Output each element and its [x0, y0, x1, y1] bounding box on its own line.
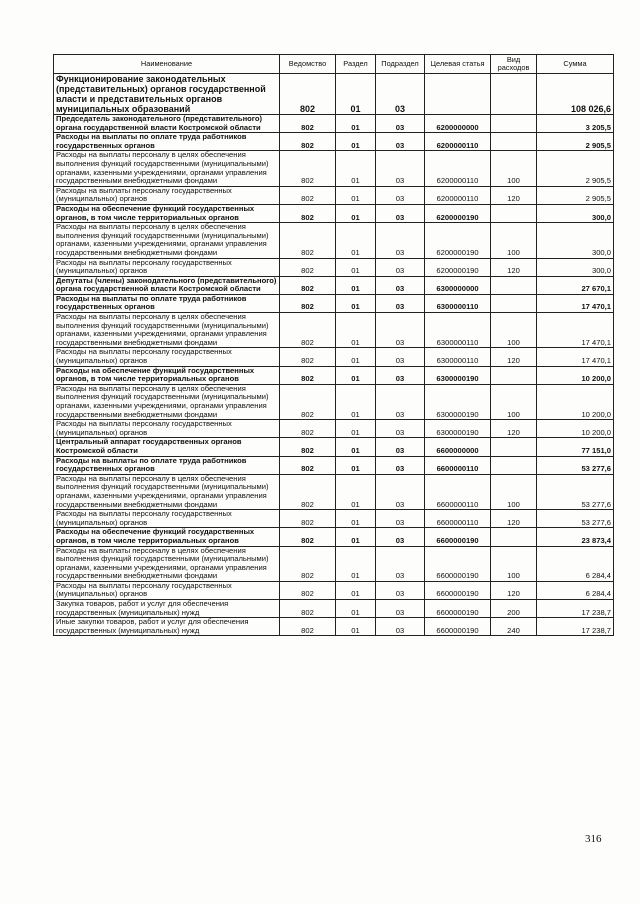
row-summa: 300,0 — [537, 204, 614, 222]
row-name: Расходы на выплаты персоналу государственных (муниципальных) органов — [54, 186, 280, 204]
row-name: Иные закупки товаров, работ и услуг для обеспечения государственных (муниципальных) нужд — [54, 618, 280, 636]
row-name: Расходы на выплаты персоналу в целях обеспечения выполнения функций государственными (муниципальными) органами, казенными учреждениями, органами управления государственными внебюджетными фондами — [54, 313, 280, 348]
row-name: Расходы на обеспечение функций государственных органов, в том числе территориальных органов — [54, 366, 280, 384]
row-razdel: 01 — [336, 133, 376, 151]
row-vedomstvo: 802 — [280, 366, 336, 384]
row-vid-rashodov: 120 — [491, 420, 537, 438]
row-razdel: 01 — [336, 74, 376, 115]
row-summa: 77 151,0 — [537, 438, 614, 456]
table-row — [54, 474, 614, 509]
row-summa: 2 905,5 — [537, 133, 614, 151]
row-podrazdel: 03 — [376, 348, 425, 366]
row-name: Расходы на выплаты персоналу государственных (муниципальных) органов — [54, 581, 280, 599]
row-vedomstvo: 802 — [280, 510, 336, 528]
row-razdel: 01 — [336, 581, 376, 599]
row-podrazdel: 03 — [376, 581, 425, 599]
row-podrazdel: 03 — [376, 618, 425, 636]
row-podrazdel: 03 — [376, 456, 425, 474]
row-name: Центральный аппарат государственных органов Костромской области — [54, 438, 280, 456]
row-name: Депутаты (члены) законодательного (представительного) органа государственной власти Костромской области — [54, 276, 280, 294]
row-razdel: 01 — [336, 258, 376, 276]
row-summa: 6 284,4 — [537, 581, 614, 599]
budget-table — [53, 54, 614, 636]
row-vedomstvo: 802 — [280, 258, 336, 276]
row-name: Расходы на выплаты по оплате труда работников государственных органов — [54, 456, 280, 474]
row-summa: 300,0 — [537, 258, 614, 276]
page-number: 316 — [585, 833, 602, 845]
row-vid-rashodov — [491, 276, 537, 294]
table-row — [54, 438, 614, 456]
row-celevaya-statya: 6200000190 — [425, 204, 491, 222]
row-name: Расходы на обеспечение функций государственных органов, в том числе территориальных органов — [54, 204, 280, 222]
row-vid-rashodov — [491, 115, 537, 133]
table-row — [54, 600, 614, 618]
header-podrazdel: Подраздел — [376, 55, 425, 74]
row-celevaya-statya: 6600000110 — [425, 456, 491, 474]
row-vedomstvo: 802 — [280, 348, 336, 366]
row-razdel: 01 — [336, 294, 376, 312]
row-name: Расходы на выплаты по оплате труда работников государственных органов — [54, 133, 280, 151]
row-vid-rashodov: 120 — [491, 510, 537, 528]
table-row — [54, 581, 614, 599]
row-celevaya-statya: 6600000190 — [425, 618, 491, 636]
row-vid-rashodov: 100 — [491, 474, 537, 509]
row-summa: 17 238,7 — [537, 600, 614, 618]
row-vedomstvo: 802 — [280, 420, 336, 438]
row-name: Расходы на выплаты персоналу в целях обеспечения выполнения функций государственными (муниципальными) органами, казенными учреждениями, органами управления государственными внебюджетными фондами — [54, 384, 280, 419]
row-celevaya-statya: 6200000000 — [425, 115, 491, 133]
table-body — [54, 74, 614, 636]
row-summa: 2 905,5 — [537, 186, 614, 204]
row-razdel: 01 — [336, 276, 376, 294]
row-vedomstvo: 802 — [280, 223, 336, 258]
row-razdel: 01 — [336, 510, 376, 528]
row-razdel: 01 — [336, 438, 376, 456]
row-summa: 17 470,1 — [537, 348, 614, 366]
row-vid-rashodov: 100 — [491, 151, 537, 186]
table-row — [54, 186, 614, 204]
row-summa: 108 026,6 — [537, 74, 614, 115]
row-razdel: 01 — [336, 151, 376, 186]
row-podrazdel: 03 — [376, 528, 425, 546]
row-vedomstvo: 802 — [280, 438, 336, 456]
row-vid-rashodov — [491, 456, 537, 474]
row-name: Расходы на обеспечение функций государственных органов, в том числе территориальных органов — [54, 528, 280, 546]
row-celevaya-statya: 6300000000 — [425, 276, 491, 294]
table-row — [54, 510, 614, 528]
row-name: Расходы на выплаты персоналу в целях обеспечения выполнения функций государственными (муниципальными) органами, казенными учреждениями, органами управления государственными внебюджетными фондами — [54, 151, 280, 186]
table-row — [54, 276, 614, 294]
table-row — [54, 258, 614, 276]
table-row — [54, 294, 614, 312]
row-vedomstvo: 802 — [280, 384, 336, 419]
row-podrazdel: 03 — [376, 366, 425, 384]
row-celevaya-statya: 6600000000 — [425, 438, 491, 456]
row-vedomstvo: 802 — [280, 74, 336, 115]
row-summa: 10 200,0 — [537, 384, 614, 419]
row-celevaya-statya: 6300000110 — [425, 294, 491, 312]
row-name: Председатель законодательного (представительного) органа государственной власти Костромской области — [54, 115, 280, 133]
row-podrazdel: 03 — [376, 600, 425, 618]
table-row — [54, 115, 614, 133]
row-summa: 17 470,1 — [537, 313, 614, 348]
row-name: Расходы на выплаты персоналу в целях обеспечения выполнения функций государственными (муниципальными) органами, казенными учреждениями, органами управления государственными внебюджетными фондами — [54, 474, 280, 509]
row-vid-rashodov: 100 — [491, 223, 537, 258]
row-vid-rashodov: 100 — [491, 313, 537, 348]
row-name: Расходы на выплаты персоналу в целях обеспечения выполнения функций государственными (муниципальными) органами, казенными учреждениями, органами управления государственными внебюджетными фондами — [54, 546, 280, 581]
row-vedomstvo: 802 — [280, 204, 336, 222]
table-row — [54, 133, 614, 151]
row-podrazdel: 03 — [376, 223, 425, 258]
row-podrazdel: 03 — [376, 133, 425, 151]
row-vid-rashodov — [491, 74, 537, 115]
row-celevaya-statya: 6600000190 — [425, 546, 491, 581]
row-name: Расходы на выплаты по оплате труда работников государственных органов — [54, 294, 280, 312]
header-name: Наименование — [54, 55, 280, 74]
row-summa: 17 470,1 — [537, 294, 614, 312]
row-summa: 53 277,6 — [537, 510, 614, 528]
row-name: Закупка товаров, работ и услуг для обеспечения государственных (муниципальных) нужд — [54, 600, 280, 618]
row-summa: 53 277,6 — [537, 474, 614, 509]
row-vid-rashodov: 120 — [491, 186, 537, 204]
row-razdel: 01 — [336, 366, 376, 384]
row-name: Расходы на выплаты персоналу государственных (муниципальных) органов — [54, 348, 280, 366]
row-podrazdel: 03 — [376, 420, 425, 438]
row-razdel: 01 — [336, 546, 376, 581]
header-vedomstvo: Ведомство — [280, 55, 336, 74]
row-celevaya-statya: 6600000190 — [425, 581, 491, 599]
row-summa: 2 905,5 — [537, 151, 614, 186]
row-vid-rashodov: 120 — [491, 258, 537, 276]
row-vedomstvo: 802 — [280, 456, 336, 474]
row-celevaya-statya: 6200000190 — [425, 223, 491, 258]
row-celevaya-statya: 6600000110 — [425, 474, 491, 509]
row-celevaya-statya: 6200000110 — [425, 133, 491, 151]
row-razdel: 01 — [336, 618, 376, 636]
row-podrazdel: 03 — [376, 276, 425, 294]
row-summa: 53 277,6 — [537, 456, 614, 474]
row-vedomstvo: 802 — [280, 151, 336, 186]
row-summa: 10 200,0 — [537, 366, 614, 384]
header-celevaya-statya: Целевая статья — [425, 55, 491, 74]
row-vedomstvo: 802 — [280, 133, 336, 151]
row-summa: 300,0 — [537, 223, 614, 258]
row-vedomstvo: 802 — [280, 528, 336, 546]
row-vedomstvo: 802 — [280, 115, 336, 133]
row-vid-rashodov — [491, 366, 537, 384]
row-summa: 17 238,7 — [537, 618, 614, 636]
row-summa: 6 284,4 — [537, 546, 614, 581]
table-row — [54, 420, 614, 438]
row-vid-rashodov — [491, 528, 537, 546]
budget-page — [53, 54, 613, 636]
row-name: Расходы на выплаты персоналу государственных (муниципальных) органов — [54, 420, 280, 438]
row-razdel: 01 — [336, 456, 376, 474]
row-podrazdel: 03 — [376, 510, 425, 528]
row-podrazdel: 03 — [376, 74, 425, 115]
table-row — [54, 456, 614, 474]
row-vedomstvo: 802 — [280, 600, 336, 618]
row-summa: 27 670,1 — [537, 276, 614, 294]
row-podrazdel: 03 — [376, 384, 425, 419]
table-header-row — [54, 55, 614, 74]
row-podrazdel: 03 — [376, 258, 425, 276]
row-podrazdel: 03 — [376, 204, 425, 222]
row-podrazdel: 03 — [376, 186, 425, 204]
row-razdel: 01 — [336, 474, 376, 509]
row-razdel: 01 — [336, 420, 376, 438]
row-razdel: 01 — [336, 384, 376, 419]
row-vid-rashodov: 120 — [491, 348, 537, 366]
table-row — [54, 528, 614, 546]
row-vedomstvo: 802 — [280, 186, 336, 204]
row-vid-rashodov: 240 — [491, 618, 537, 636]
table-row — [54, 384, 614, 419]
row-name: Функционирование законодательных (представительных) органов государственной власти и представительных органов муниципальных образований — [54, 74, 280, 115]
row-vedomstvo: 802 — [280, 313, 336, 348]
row-vedomstvo: 802 — [280, 294, 336, 312]
row-razdel: 01 — [336, 115, 376, 133]
header-summa: Сумма — [537, 55, 614, 74]
row-summa: 10 200,0 — [537, 420, 614, 438]
row-summa: 23 873,4 — [537, 528, 614, 546]
row-podrazdel: 03 — [376, 474, 425, 509]
row-vedomstvo: 802 — [280, 276, 336, 294]
row-name: Расходы на выплаты персоналу в целях обеспечения выполнения функций государственными (муниципальными) органами, казенными учреждениями, органами управления государственными внебюджетными фондами — [54, 223, 280, 258]
header-razdel: Раздел — [336, 55, 376, 74]
row-celevaya-statya: 6600000190 — [425, 528, 491, 546]
row-vid-rashodov — [491, 438, 537, 456]
row-razdel: 01 — [336, 528, 376, 546]
table-row — [54, 223, 614, 258]
table-row — [54, 204, 614, 222]
row-podrazdel: 03 — [376, 546, 425, 581]
row-celevaya-statya: 6200000110 — [425, 186, 491, 204]
table-row — [54, 348, 614, 366]
row-celevaya-statya: 6300000110 — [425, 348, 491, 366]
header-vid-rashodov: Вид расходов — [491, 55, 537, 74]
row-podrazdel: 03 — [376, 438, 425, 456]
table-row — [54, 546, 614, 581]
row-vedomstvo: 802 — [280, 474, 336, 509]
row-celevaya-statya: 6300000190 — [425, 384, 491, 419]
row-vid-rashodov: 200 — [491, 600, 537, 618]
row-podrazdel: 03 — [376, 313, 425, 348]
row-vid-rashodov: 100 — [491, 384, 537, 419]
row-vid-rashodov — [491, 204, 537, 222]
row-podrazdel: 03 — [376, 294, 425, 312]
row-vedomstvo: 802 — [280, 618, 336, 636]
row-celevaya-statya: 6300000190 — [425, 366, 491, 384]
row-celevaya-statya: 6200000190 — [425, 258, 491, 276]
row-celevaya-statya: 6300000110 — [425, 313, 491, 348]
row-razdel: 01 — [336, 204, 376, 222]
row-celevaya-statya: 6200000110 — [425, 151, 491, 186]
table-row — [54, 74, 614, 115]
row-razdel: 01 — [336, 313, 376, 348]
row-razdel: 01 — [336, 186, 376, 204]
row-vid-rashodov — [491, 294, 537, 312]
row-podrazdel: 03 — [376, 151, 425, 186]
row-celevaya-statya: 6600000190 — [425, 600, 491, 618]
table-row — [54, 151, 614, 186]
row-celevaya-statya — [425, 74, 491, 115]
table-row — [54, 366, 614, 384]
row-podrazdel: 03 — [376, 115, 425, 133]
row-vid-rashodov: 100 — [491, 546, 537, 581]
row-name: Расходы на выплаты персоналу государственных (муниципальных) органов — [54, 510, 280, 528]
row-celevaya-statya: 6600000110 — [425, 510, 491, 528]
row-vid-rashodov: 120 — [491, 581, 537, 599]
row-vid-rashodov — [491, 133, 537, 151]
row-razdel: 01 — [336, 348, 376, 366]
table-row — [54, 618, 614, 636]
table-row — [54, 313, 614, 348]
row-summa: 3 205,5 — [537, 115, 614, 133]
row-vedomstvo: 802 — [280, 546, 336, 581]
row-vedomstvo: 802 — [280, 581, 336, 599]
row-name: Расходы на выплаты персоналу государственных (муниципальных) органов — [54, 258, 280, 276]
row-celevaya-statya: 6300000190 — [425, 420, 491, 438]
row-razdel: 01 — [336, 600, 376, 618]
row-razdel: 01 — [336, 223, 376, 258]
